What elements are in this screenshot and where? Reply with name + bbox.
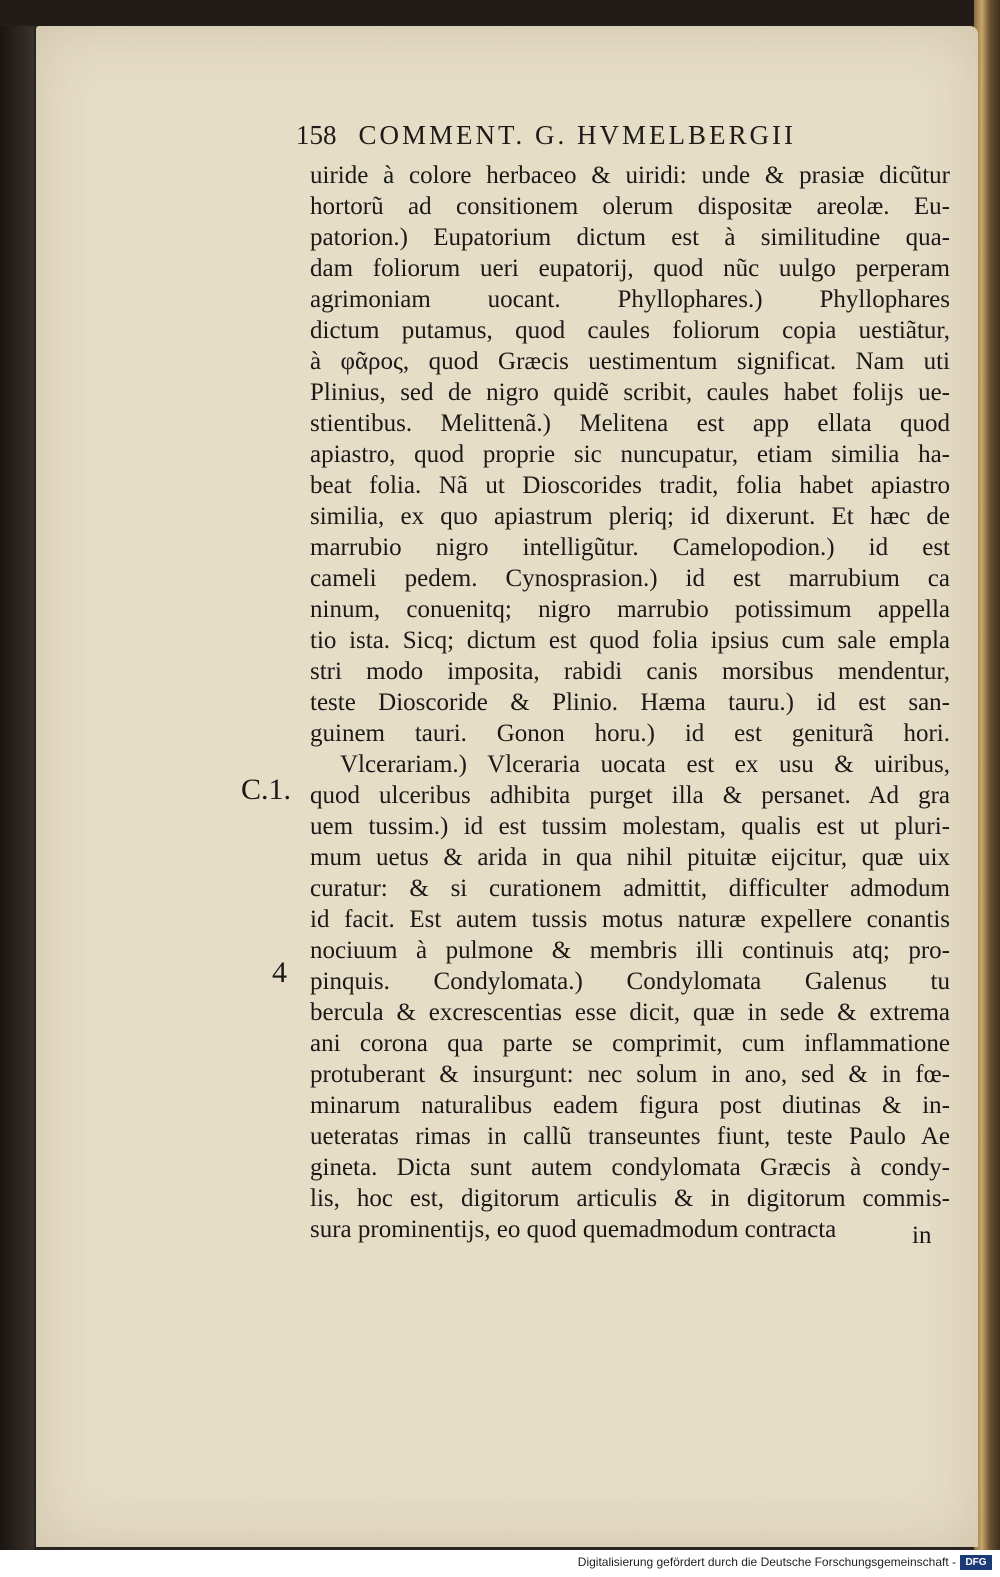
text-line: Plinius, sed de nigro quidẽ scribit, caules habet folijs ue-	[310, 379, 950, 406]
text-line: cameli pedem. Cynosprasion.) id est marrubium ca	[310, 565, 950, 592]
text-line: bercula & excrescentias esse dicit, quæ in sede & extrema	[310, 999, 950, 1026]
funding-note: Digitalisierung gefördert durch die Deutsche Forschungsgemeinschaft -	[577, 1555, 956, 1569]
text-line: ninum, conuenitq; nigro marrubio potissimum appella	[310, 596, 950, 623]
text-line: marrubio nigro intelligũtur. Camelopodion.) id est	[310, 534, 950, 561]
text-line: quod ulceribus adhibita purget illa & persanet. Ad gra	[310, 782, 950, 809]
text-line: uiride à colore herbaceo & uiridi: unde & prasiæ dicũtur	[310, 162, 950, 189]
text-line: curatur: & si curationem admittit, difficulter admodum	[310, 875, 950, 902]
text-line: minarum naturalibus eadem figura post diutinas & in-	[310, 1092, 950, 1119]
margin-number: 4	[272, 956, 287, 989]
main-text-block	[310, 160, 950, 1245]
text-line: teste Dioscoride & Plinio. Hæma tauru.) id est san-	[310, 689, 950, 716]
text-line: guinem tauri. Gonon horu.) id est geniturã hori.	[310, 720, 950, 747]
page-number: 158	[296, 120, 337, 150]
text-line: uem tussim.) id est tussim molestam, qualis est ut pluri-	[310, 813, 950, 840]
book-gutter-shadow	[0, 0, 34, 1577]
signature-mark: C.1.	[241, 773, 292, 806]
text-line: dam foliorum ueri eupatorij, quod nũc uulgo perperam	[310, 255, 950, 282]
text-line: sura prominentijs, eo quod quemadmodum contracta	[310, 1216, 837, 1243]
text-line: dictum putamus, quod caules foliorum copia uestiãtur,	[310, 317, 950, 344]
text-line: patorion.) Eupatorium dictum est à similitudine qua-	[310, 224, 950, 251]
text-line: apiastro, quod proprie sic nuncupatur, etiam similia ha-	[310, 441, 950, 468]
dfg-logo: DFG	[960, 1555, 992, 1570]
text-line: beat folia. Nã ut Dioscorides tradit, folia habet apiastro	[310, 472, 950, 499]
text-line: Vlcerariam.) Vlceraria uocata est ex usu & uiribus,	[340, 751, 950, 778]
text-line: agrimoniam uocant. Phyllophares.) Phyllophares	[310, 286, 950, 313]
text-line: pinquis. Condylomata.) Condylomata Galenus tu	[310, 968, 950, 995]
text-line: ueteratas rimas in callũ transeuntes fiunt, teste Paulo Ae	[310, 1123, 950, 1150]
scan-background-top	[0, 0, 1000, 26]
text-line: stientibus. Melittenã.) Melitena est app ellata quod	[310, 410, 950, 437]
text-line: ani corona qua parte se comprimit, cum inflammatione	[310, 1030, 950, 1057]
text-line: gineta. Dicta sunt autem condylomata Græcis à condy-	[310, 1154, 950, 1181]
text-line: hortorũ ad consitionem olerum dispositæ areolæ. Eu-	[310, 193, 950, 220]
catchword: in	[912, 1222, 932, 1249]
running-head	[296, 120, 946, 151]
text-line: protuberant & insurgunt: nec solum in ano, sed & in fœ-	[310, 1061, 950, 1088]
text-line: mum uetus & arida in qua nihil pituitæ eijcitur, quæ uix	[310, 844, 950, 871]
text-line: stri modo imposita, rabidi canis morsibus mendentur,	[310, 658, 950, 685]
text-line: à φᾶρος, quod Græcis uestimentum significat. Nam uti	[310, 348, 950, 375]
text-line: similia, ex quo apiastrum pleriq; id dixerunt. Et hæc de	[310, 503, 950, 530]
text-line: lis, hoc est, digitorum articulis & in digitorum commis-	[310, 1185, 950, 1212]
running-title: COMMENT. G. HVMELBERGII	[358, 120, 796, 150]
text-line: id facit. Est autem tussis motus naturæ expellere conantis	[310, 906, 950, 933]
digitization-footer	[0, 1550, 1000, 1577]
text-line: nociuum à pulmone & membris illi continuis atq; pro-	[310, 937, 950, 964]
text-line: tio ista. Sicq; dictum est quod folia ipsius cum sale empla	[310, 627, 950, 654]
